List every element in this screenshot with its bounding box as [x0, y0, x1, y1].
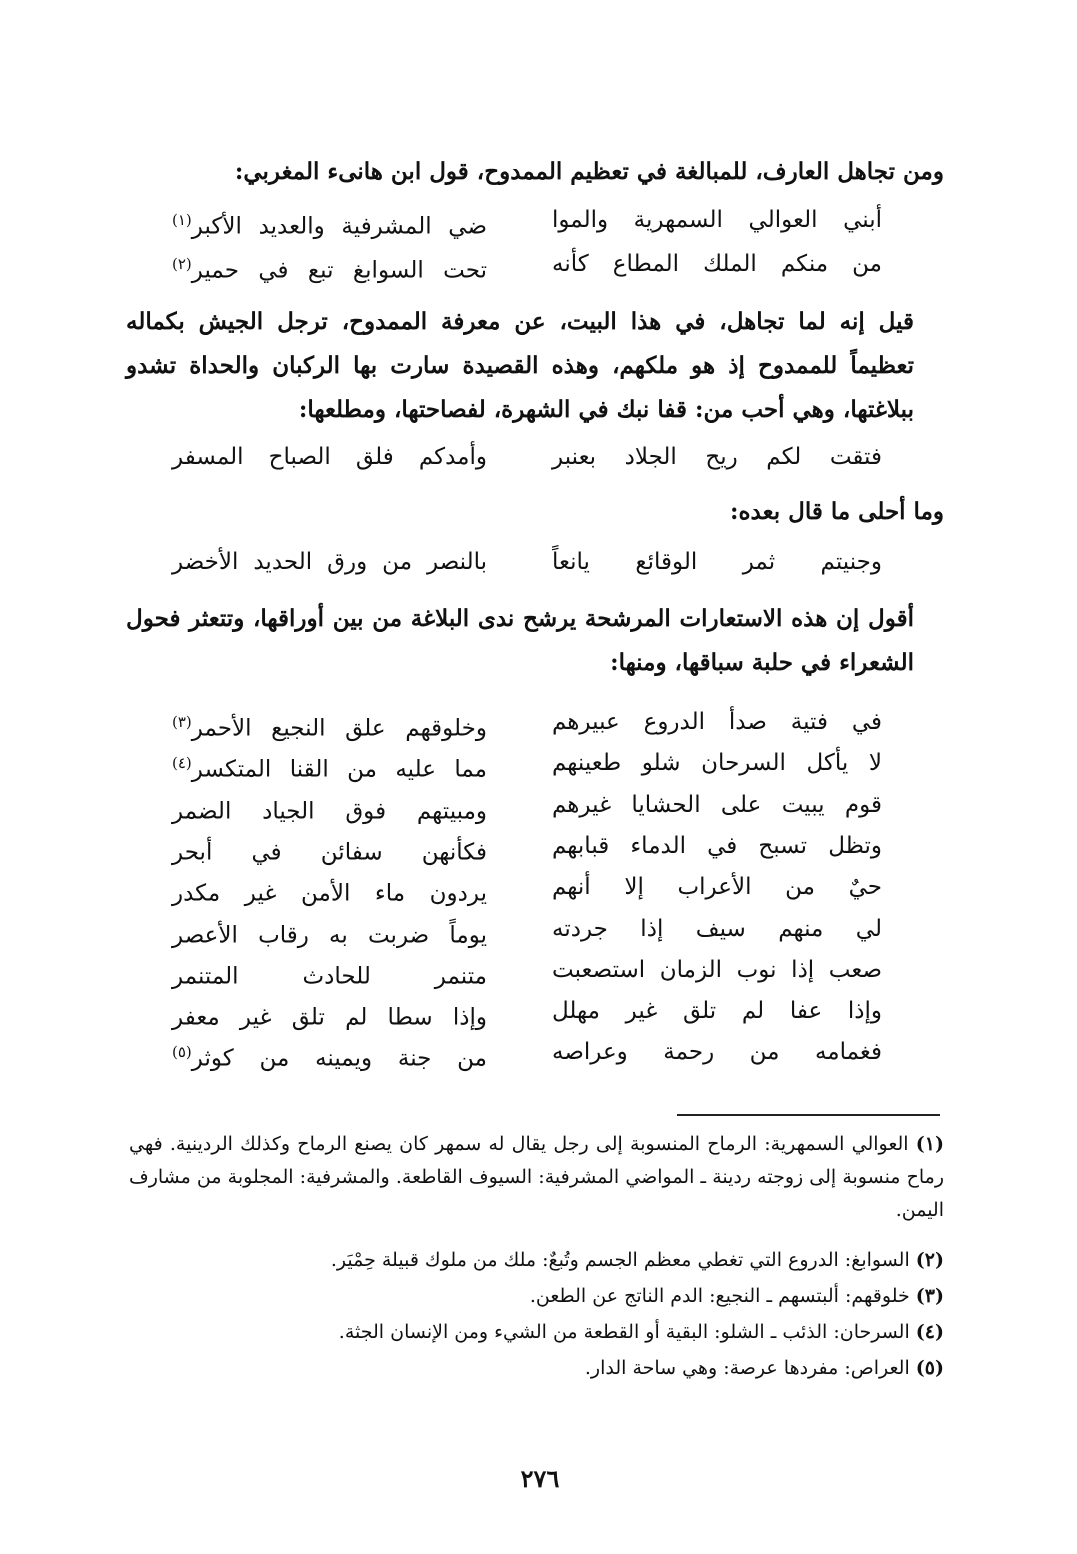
footnote-marker: (٢) — [172, 255, 192, 273]
verse-second-hemistich: يوماً ضربت به رقاب الأعصر — [172, 922, 487, 949]
verse-first-hemistich: لا يأكل السرحان شلو طعينهم — [552, 750, 882, 777]
verse-first-hemistich: فغمامه من رحمة وعراصه — [552, 1039, 882, 1066]
verse-line — [172, 1030, 882, 1074]
verse-first-hemistich: من منكم الملك المطاع كأنه — [552, 251, 882, 277]
verse-line — [172, 198, 882, 242]
verse-line — [172, 435, 882, 479]
verse-first-hemistich: وتظل تسبح في الدماء قبابهم — [552, 832, 882, 859]
verse-line — [172, 242, 882, 286]
verse-second-hemistich: وأمدكم فلق الصباح المسفر — [172, 444, 487, 470]
verse-second-hemistich: ومبيتهم فوق الجياد الضمر — [172, 798, 487, 825]
verse-line — [172, 865, 882, 909]
verse-second-hemistich: فكأنهن سفائن في أبحر — [172, 839, 487, 866]
verse-second-hemistich: بالنصر من ورق الحديد الأخضر — [172, 549, 487, 575]
page-number: ٢٧٦ — [520, 1464, 560, 1493]
verse-line — [172, 540, 882, 584]
verse-line — [172, 948, 882, 992]
verse-line — [172, 824, 882, 868]
verse-first-hemistich: صعب إذا نوب الزمان استصعبت — [552, 956, 882, 983]
footnote-marker: (٥) — [172, 1043, 192, 1062]
verse-second-hemistich: وإذا سطا لم تلق غير معفر — [172, 1004, 487, 1031]
verse-line — [172, 783, 882, 827]
verse-second-hemistich: متنمر للحادث المتنمر — [172, 963, 487, 990]
footnote: (٤) السرحان: الذئب ـ الشلو: البقية أو القطعة من الشيء ومن الإنسان الجثة. — [338, 1321, 944, 1343]
verse-first-hemistich: وإذا عفا لم تلق غير مهلل — [552, 998, 882, 1025]
footnote-marker: (٣) — [172, 713, 192, 731]
intro-line: ومن تجاهل العارف، للمبالغة في تعظيم الممدوح، قول ابن هانىء المغربي: — [234, 158, 944, 185]
text-line: وما أحلى ما قال بعده: — [729, 498, 944, 525]
verse-line — [172, 700, 882, 744]
paragraph: أقول إن هذه الاستعارات المرشحة يرشح ندى البلاغة من بين أوراقها، وتتعثر فحول الشعراء في حلبة سباقها، ومنها: — [126, 605, 914, 676]
verse-first-hemistich: وجنيتم ثمر الوقائع يانعاً — [552, 549, 882, 575]
verse-first-hemistich: في فتية صدأ الدروع عبيرهم — [552, 709, 882, 735]
verse-second-hemistich: وخلوقهم علق النجيع الأحمر$^{(٣)}$ — [172, 713, 487, 742]
footnote-marker: (١) — [172, 211, 192, 229]
verse-second-hemistich: من جنة ويمينه من كوثر$^{(٥)}$ — [172, 1043, 487, 1073]
verse-first-hemistich: لي منهم سيف إذا جردته — [552, 915, 882, 942]
paragraph: قيل إنه لما تجاهل، في هذا البيت، عن معرفة الممدوح، ترجل الجيش بكماله تعظيماً للممدوح إذ هو ملكهم، وهذه القصيدة سارت بها الركبان والحداة تشدو ببلاغتها، وهي أحب من: قفا نبك في الشهرة، لفصاحتها، ومطلعها: — [126, 308, 914, 423]
verse-second-hemistich: ضي المشرفية والعديد الأكبر$^{(١)}$ — [172, 211, 487, 240]
footnote: (٥) العراص: مفردها عرصة: وهي ساحة الدار. — [584, 1357, 944, 1379]
footnote: (١) العوالي السمهرية: الرماح المنسوبة إلى رجل يقال له سمهر كان يصنع الرماح وكذلك الردينية. فهي رماح منسوبة إلى زوجته ردينة ـ المواضي المشرفية: السيوف القاطعة. والمشرفية: المجلوبة من مشارف اليمن. — [129, 1133, 944, 1221]
footnote-divider — [677, 1114, 940, 1116]
verse-first-hemistich: قوم يبيت على الحشايا غيرهم — [552, 791, 882, 818]
footnote: (٢) السوابغ: الدروع التي تغطي معظم الجسم وتُبعٌ: ملك من ملوك قبيلة حِمْيَر. — [330, 1249, 944, 1271]
verse-first-hemistich: حيٌ من الأعراب إلا أنهم — [552, 874, 882, 901]
verse-line — [172, 741, 882, 785]
footnote: (٣) خلوقهم: ألبتسهم ـ النجيع: الدم الناتج عن الطعن. — [529, 1285, 944, 1307]
verse-second-hemistich: مما عليه من القنا المتكسر$^{(٤)}$ — [172, 754, 487, 783]
verse-line — [172, 989, 882, 1033]
verse-second-hemistich: يردون ماء الأمن غير مكدر — [172, 880, 487, 907]
footnote-marker: (٤) — [172, 754, 192, 773]
verse-first-hemistich: أبني العوالي السمهرية والموا — [552, 207, 882, 233]
verse-second-hemistich: تحت السوابغ تبع في حمير$^{(٢)}$ — [172, 255, 487, 284]
verse-first-hemistich: فتقت لكم ريح الجلاد بعنبر — [552, 444, 882, 470]
verse-line — [172, 907, 882, 951]
